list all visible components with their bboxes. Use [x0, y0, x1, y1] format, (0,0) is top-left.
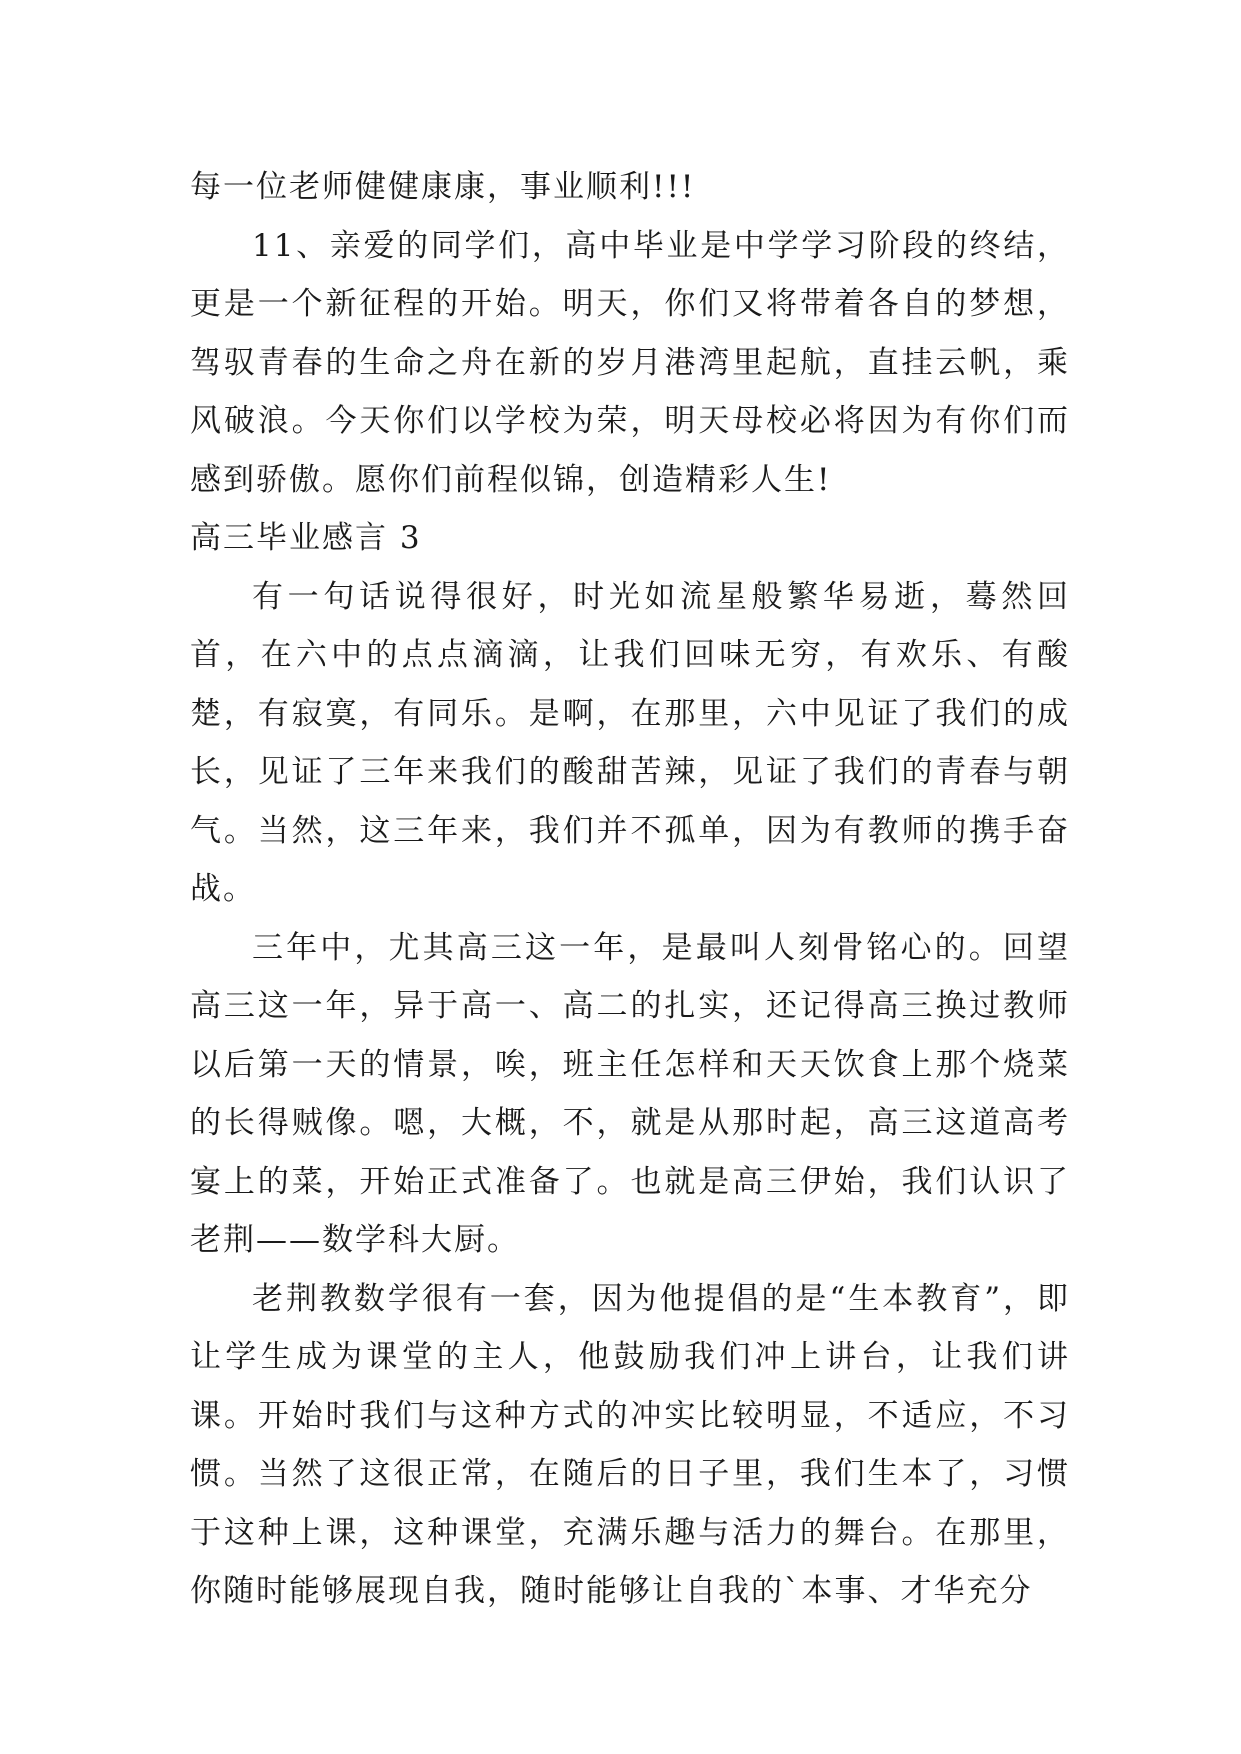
paragraph-continuation: 每一位老师健健康康，事业顺利!!! [190, 169, 696, 205]
paragraph-memories: 有一句话说得很好，时光如流星般繁华易逝，蓦然回首，在六中的点点滴滴，让我们回味无穷，有欢乐、有酸楚，有寂寞，有同乐。是啊，在那里，六中见证了我们的成长，见证了三年来我们的酸甜苦辣，见证了我们的青春与朝气。当然，这三年来，我们并不孤单，因为有教师的携手奋战。 [190, 578, 1070, 907]
document-body [190, 158, 1070, 1621]
section-heading: 高三毕业感言 3 [190, 520, 422, 556]
paragraph-senior-year: 三年中，尤其高三这一年，是最叫人刻骨铭心的。回望高三这一年，异于高一、高二的扎实，还记得高三换过教师以后第一天的情景，唉，班主任怎样和天天饮食上那个烧菜的长得贼像。嗯，大概，不，就是从那时起，高三这道高考宴上的菜，开始正式准备了。也就是高三伊始，我们认识了老荆——数学科大厨。 [190, 929, 1070, 1258]
paragraph-math-teacher: 老荆教数学很有一套，因为他提倡的是“生本教育”，即让学生成为课堂的主人，他鼓励我们冲上讲台，让我们讲课。开始时我们与这种方式的冲实比较明显，不适应，不习惯。当然了这很正常，在随后的日子里，我们生本了，习惯于这种上课，这种课堂，充满乐趣与活力的舞台。在那里，你随时能够展现自我，随时能够让自我的`本事、才华充分 [190, 1280, 1070, 1609]
paragraph-farewell-11: 11、亲爱的同学们，高中毕业是中学学习阶段的终结，更是一个新征程的开始。明天，你们又将带着各自的梦想，驾驭青春的生命之舟在新的岁月港湾里起航，直挂云帆，乘风破浪。今天你们以学校为荣，明天母校必将因为有你们而感到骄傲。愿你们前程似锦，创造精彩人生! [190, 227, 1070, 498]
